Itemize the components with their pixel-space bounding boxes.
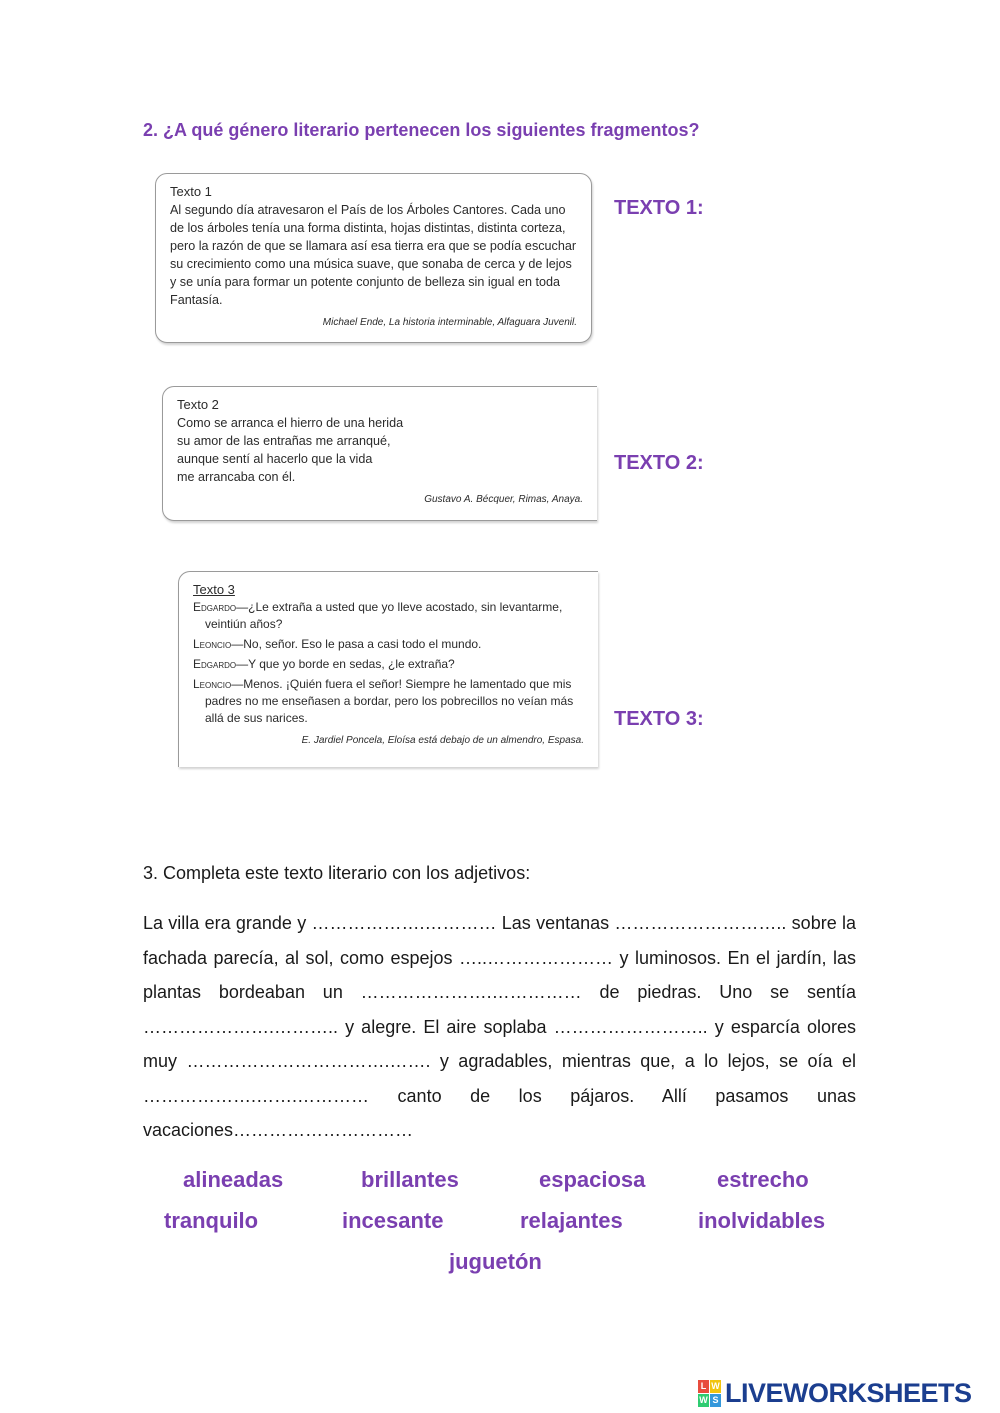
- dialogue-line: [193, 599, 584, 633]
- logo-mark-icon: [698, 1380, 721, 1407]
- word-alineadas[interactable]: alineadas: [183, 1167, 284, 1192]
- word-inolvidables[interactable]: inolvidables: [698, 1208, 826, 1233]
- liveworksheets-logo: [698, 1378, 972, 1408]
- fragment-1-body: Al segundo día atravesaron el País de los Árboles Cantores. Cada uno de los árboles tenía una forma distinta, hojas distintas, distinta corteza, pero la razón de que se llamara así esa tierra era que se podía escuchar su crecimiento como una música suave, que sonaba de cerca y de lejos y se unía para formar un potente conjunto de belleza sin igual en toda Fantasía.: [170, 203, 577, 307]
- fragment-1-box: [155, 173, 592, 343]
- word-brillantes[interactable]: brillantes: [361, 1167, 459, 1192]
- word-jugueton[interactable]: juguetón: [449, 1249, 542, 1274]
- dialogue-text: —¿Le extraña a usted que yo lleve acostado, sin levantarme, veintiún años?: [205, 600, 563, 631]
- fill-in-paragraph: La villa era grande y ……………….………… Las ventanas ……………………….. sobre la fachada parecía, al sol, como espejos …..………………… y luminosos. En el jardín, las plantas bordeaban un ………………….…………… de piedras. Uno se sentía ………………….……….. y alegre. El aire soplaba …………………….. y esparcía olores muy …………………………….……. y agradables, mientras que, a lo lejos, se oía el ……………….…….………… canto de los pájaros. Allí pasamos unas vacaciones…………………………: [143, 913, 856, 1140]
- dialogue-speaker: Edgardo: [193, 600, 237, 614]
- texto-3-label: TEXTO 3:: [614, 708, 704, 730]
- fragment-2-verse-3: aunque sentí al hacerlo que la vida: [177, 452, 373, 466]
- texto-2-answer-input[interactable]: [735, 451, 959, 479]
- dialogue-speaker: Leoncio: [193, 677, 232, 691]
- logo-mark-cell: L: [698, 1380, 709, 1393]
- question-2-title: 2. ¿A qué género literario pertenecen los siguientes fragmentos?: [143, 120, 700, 140]
- fragment-3-source: E. Jardiel Poncela, Eloísa está debajo de un almendro, Espasa.: [301, 735, 584, 746]
- word-incesante[interactable]: incesante: [342, 1208, 444, 1233]
- fragment-2-verse-1: Como se arranca el hierro de una herida: [177, 416, 404, 430]
- texto-2-label: TEXTO 2:: [614, 452, 704, 474]
- word-relajantes[interactable]: relajantes: [520, 1208, 623, 1233]
- fragment-1-source: Michael Ende, La historia interminable, Alfaguara Juvenil.: [322, 317, 577, 328]
- dialogue-line: [193, 676, 584, 727]
- dialogue-text: —No, señor. Eso le pasa a casi todo el mundo.: [231, 637, 482, 651]
- logo-mark-cell: W: [711, 1380, 720, 1391]
- word-estrecho[interactable]: estrecho: [717, 1167, 809, 1192]
- fragment-3-label: Texto 3: [193, 582, 235, 597]
- texto-1-label: TEXTO 1:: [614, 197, 704, 219]
- word-tranquilo[interactable]: tranquilo: [164, 1208, 259, 1233]
- logo-mark-cell: S: [710, 1394, 721, 1407]
- word-espaciosa[interactable]: espaciosa: [539, 1167, 646, 1192]
- dialogue-speaker: Edgardo: [193, 657, 237, 671]
- fragment-2-verse-2: su amor de las entrañas me arranqué,: [177, 434, 391, 448]
- logo-text: LIVEWORKSHEETS: [725, 1377, 972, 1408]
- dialogue-text: —Menos. ¡Quién fuera el señor! Siempre he lamentado que mis padres no me enseñasen a bordar, pero los pobrecillos no veían más allá de sus narices.: [205, 677, 574, 725]
- question-3-title: 3. Completa este texto literario con los adjetivos:: [143, 863, 531, 883]
- dialogue-line: [193, 656, 584, 673]
- logo-mark-cell: W: [699, 1394, 708, 1405]
- texto-3-answer-input[interactable]: [735, 707, 959, 735]
- dialogue-line: [193, 636, 584, 653]
- fragment-2-label: Texto 2: [177, 397, 219, 412]
- fragment-2-source: Gustavo A. Bécquer, Rimas, Anaya.: [424, 494, 583, 505]
- texto-1-answer-input[interactable]: [735, 196, 959, 224]
- fragment-2-verse-4: me arrancaba con él.: [177, 470, 296, 484]
- dialogue-text: —Y que yo borde en sedas, ¿le extraña?: [236, 657, 455, 671]
- fragment-2-box: [162, 386, 597, 521]
- fragment-1-label: Texto 1: [170, 184, 212, 199]
- fragment-3-box: [178, 571, 598, 767]
- dialogue-speaker: Leoncio: [193, 637, 232, 651]
